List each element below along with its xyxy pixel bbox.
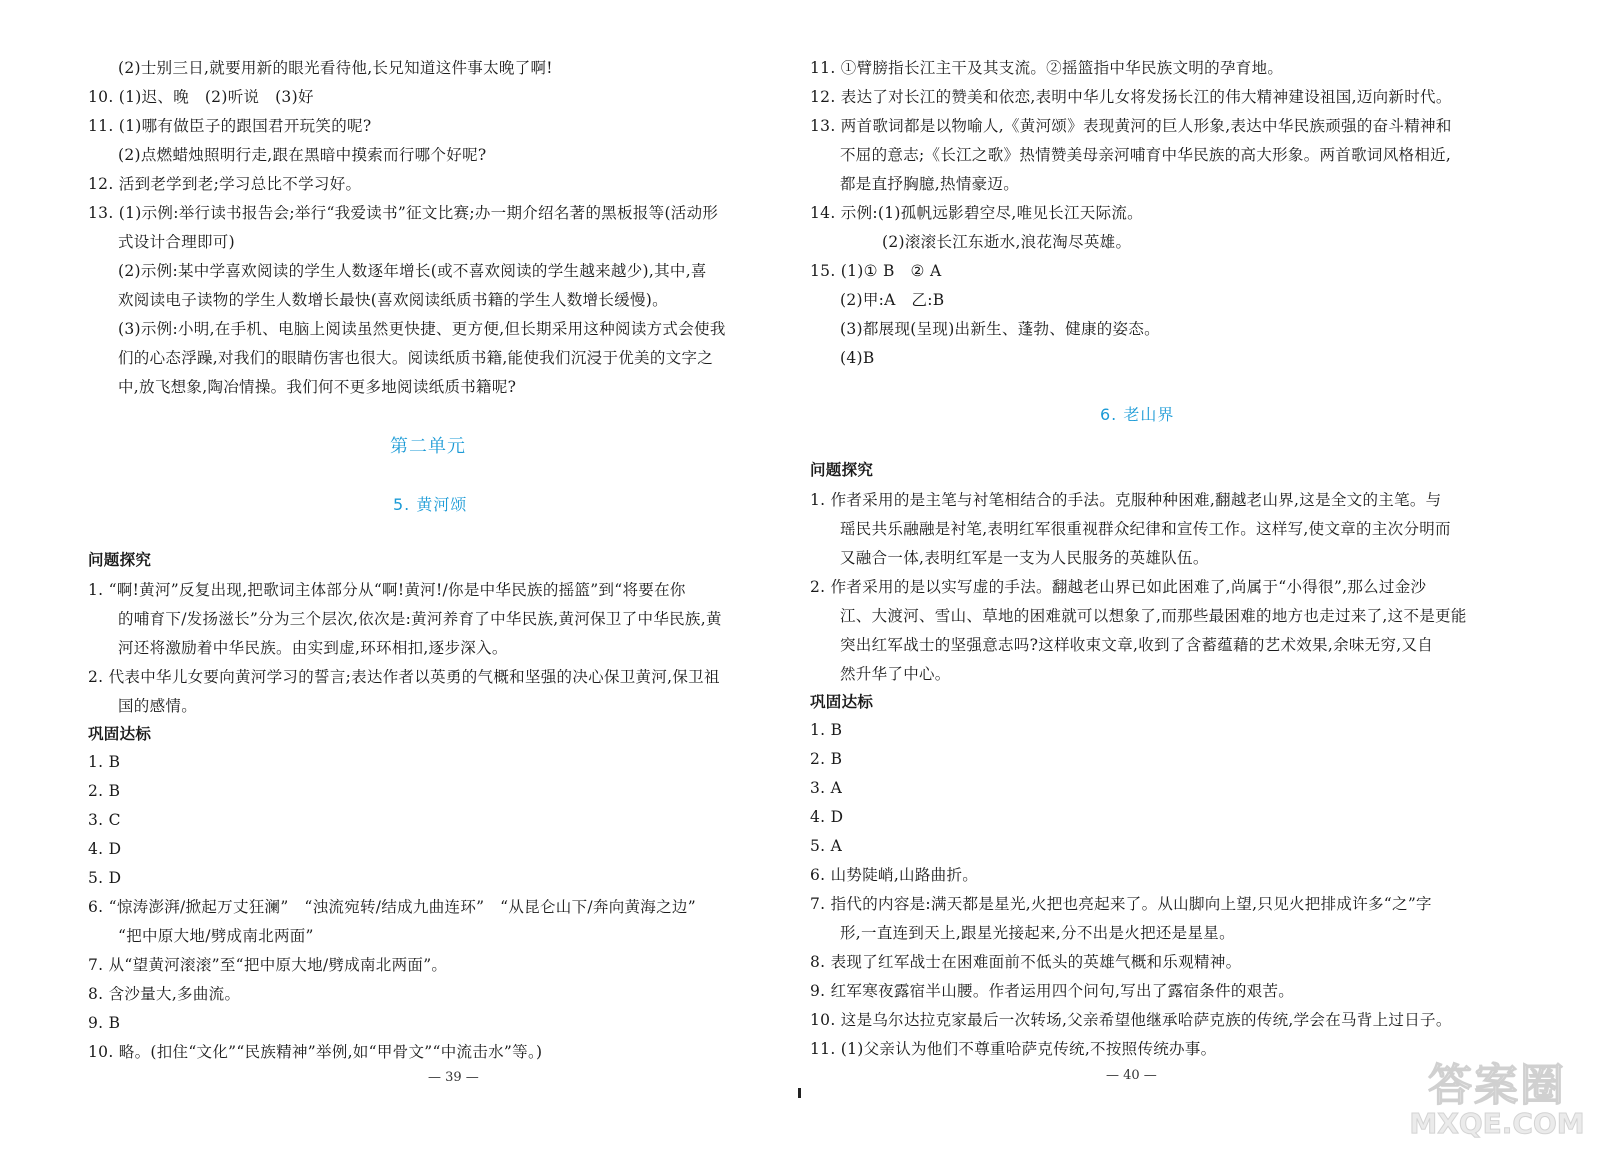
page-number-right: — 40 — — [1106, 1068, 1157, 1083]
answer-line: 5. D — [88, 869, 122, 887]
unit-title: 第二单元 — [390, 436, 466, 457]
answer-line: 1. B — [88, 753, 121, 771]
watermark-url: MXQE.COM — [1409, 1107, 1585, 1140]
answer-line: “把中原大地/劈成南北两面” — [118, 927, 314, 945]
section-heading-inquiry-right: 问题探究 — [810, 460, 874, 479]
answer-line: 12. 活到老学到老;学习总比不学习好。 — [88, 175, 362, 193]
page-number-left: — 39 — — [428, 1070, 479, 1085]
answer-line: (2)士别三日,就要用新的眼光看待他,长兄知道这件事太晚了啊! — [118, 59, 553, 77]
answer-line: (2)点燃蜡烛照明行走,跟在黑暗中摸索而行哪个好呢? — [118, 146, 487, 164]
answer-line: 都是直抒胸臆,热情豪迈。 — [840, 175, 1020, 193]
answer-line: 7. 指代的内容是:满天都是星光,火把也亮起来了。从山脚向上望,只见火把排成许多“之”字 — [810, 895, 1432, 913]
answer-line: (2)示例:某中学喜欢阅读的学生人数逐年增长(或不喜欢阅读的学生越来越少),其中,喜 — [118, 262, 707, 280]
answer-line: 9. 红军寒夜露宿半山腰。作者运用四个问句,写出了露宿条件的艰苦。 — [810, 982, 1295, 1000]
answer-line: (2)甲:A 乙:B — [840, 291, 945, 309]
answer-line: 4. D — [88, 840, 122, 858]
answer-line: 10. 略。(扣住“文化”“民族精神”举例,如“甲骨文”“中流击水”等。) — [88, 1043, 543, 1061]
page-fold-mark — [798, 1088, 801, 1098]
answer-line: 们的心态浮躁,对我们的眼睛伤害也很大。阅读纸质书籍,能使我们沉浸于优美的文字之 — [118, 349, 714, 367]
watermark-text: 答案圈 — [1428, 1060, 1566, 1111]
answer-line: 11. ①臂膀指长江主干及其支流。②摇篮指中华民族文明的孕育地。 — [810, 59, 1284, 77]
answer-line: 6. “惊涛澎湃/掀起万丈狂澜” “浊流宛转/结成九曲连环” “从昆仑山下/奔向黄海之边” — [88, 898, 696, 916]
watermark-logo — [1402, 1049, 1592, 1144]
answer-line: 式设计合理即可) — [118, 233, 235, 251]
answer-line: 15. (1)① B ② A — [810, 262, 942, 280]
answer-line: 国的感情。 — [118, 697, 198, 715]
answer-line: 不屈的意志;《长江之歌》热情赞美母亲河哺育中华民族的高大形象。两首歌词风格相近, — [840, 146, 1452, 164]
answer-line: 14. 示例:(1)孤帆远影碧空尽,唯见长江天际流。 — [810, 204, 1143, 222]
answer-line: 12. 表达了对长江的赞美和依恋,表明中华儿女将发扬长江的伟大精神建设祖国,迈向新时代。 — [810, 88, 1452, 106]
answer-line: 欢阅读电子读物的学生人数增长最快(喜欢阅读纸质书籍的学生人数增长缓慢)。 — [118, 291, 668, 309]
lesson-title-5: 5. 黄河颂 — [393, 495, 468, 514]
answer-line: 2. 作者采用的是以实写虚的手法。翻越老山界已如此困难了,尚属于“小得很”,那么过金沙 — [810, 578, 1427, 596]
answer-line: 13. (1)示例:举行读书报告会;举行“我爱读书”征文比赛;办一期介绍名著的黑板报等(活动形 — [88, 204, 719, 222]
answer-line: 4. D — [810, 808, 844, 826]
answer-line: 3. C — [88, 811, 121, 829]
answer-line: 江、大渡河、雪山、草地的困难就可以想象了,而那些最困难的地方也走过来了,这不是更能 — [840, 607, 1467, 625]
answer-line: 11. (1)父亲认为他们不尊重哈萨克传统,不按照传统办事。 — [810, 1040, 1217, 1058]
answer-line: 10. 这是乌尔达拉克家最后一次转场,父亲希望他继承哈萨克族的传统,学会在马背上过日子。 — [810, 1011, 1452, 1029]
lesson-title-6: 6. 老山界 — [1100, 405, 1175, 424]
answer-line: 2. B — [810, 750, 843, 768]
answer-line: 2. B — [88, 782, 121, 800]
answer-line: 10. (1)迟、晚 (2)听说 (3)好 — [88, 88, 314, 106]
answer-line: (3)都展现(呈现)出新生、蓬勃、健康的姿态。 — [840, 320, 1160, 338]
answer-line: 又融合一体,表明红军是一支为人民服务的英雄队伍。 — [840, 549, 1209, 567]
answer-line: 8. 含沙量大,多曲流。 — [88, 985, 241, 1003]
answer-line: 中,放飞想象,陶冶情操。我们何不更多地阅读纸质书籍呢? — [118, 378, 517, 396]
answer-line: 的哺育下/发扬滋长”分为三个层次,依次是:黄河养育了中华民族,黄河保卫了中华民族,黄 — [118, 610, 722, 628]
answer-line: (4)B — [840, 349, 875, 367]
section-heading-practice-right: 巩固达标 — [810, 692, 874, 711]
answer-line: 9. B — [88, 1014, 121, 1032]
answer-line: (2)滚滚长江东逝水,浪花淘尽英雄。 — [882, 233, 1132, 251]
answer-line: 1. 作者采用的是主笔与衬笔相结合的手法。克服种种困难,翻越老山界,这是全文的主笔。与 — [810, 491, 1442, 509]
answer-line: 河还将激励着中华民族。由实到虚,环环相扣,逐步深入。 — [118, 639, 508, 657]
section-heading-practice: 巩固达标 — [88, 724, 152, 743]
section-heading-inquiry: 问题探究 — [88, 550, 152, 569]
answer-line: 形,一直连到天上,跟星光接起来,分不出是火把还是星星。 — [840, 924, 1235, 942]
answer-line: 3. A — [810, 779, 843, 797]
answer-line: 11. (1)哪有做臣子的跟国君开玩笑的呢? — [88, 117, 372, 135]
answer-line: 瑶民共乐融融是衬笔,表明红军很重视群众纪律和宣传工作。这样写,使文章的主次分明而 — [840, 520, 1451, 538]
answer-line: 突出红军战士的坚强意志吗?这样收束文章,收到了含蓄蕴藉的艺术效果,余味无穷,又自 — [840, 636, 1434, 654]
answer-line: 1. “啊!黄河”反复出现,把歌词主体部分从“啊!黄河!/你是中华民族的摇篮”到“将要在你 — [88, 581, 686, 599]
answer-line: 1. B — [810, 721, 843, 739]
answer-line: (3)示例:小明,在手机、电脑上阅读虽然更快捷、更方便,但长期采用这种阅读方式会使我 — [118, 320, 726, 338]
answer-line: 13. 两首歌词都是以物喻人,《黄河颂》表现黄河的巨人形象,表达中华民族顽强的奋斗精神和 — [810, 117, 1452, 135]
answer-line: 7. 从“望黄河滚滚”至“把中原大地/劈成南北两面”。 — [88, 956, 448, 974]
answer-line: 5. A — [810, 837, 843, 855]
answer-line: 然升华了中心。 — [840, 665, 951, 683]
answer-line: 8. 表现了红军战士在困难面前不低头的英雄气概和乐观精神。 — [810, 953, 1242, 971]
answer-line: 2. 代表中华儿女要向黄河学习的誓言;表达作者以英勇的气概和坚强的决心保卫黄河,保卫祖 — [88, 668, 720, 686]
answer-line: 6. 山势陡峭,山路曲折。 — [810, 866, 979, 884]
